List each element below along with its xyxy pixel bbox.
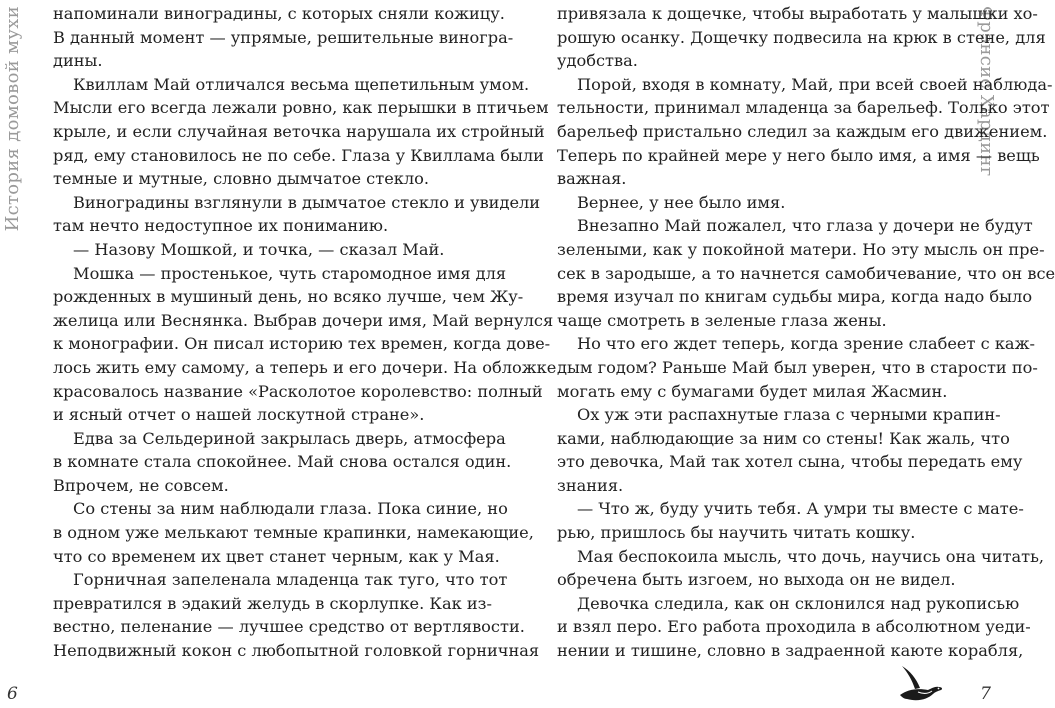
text-line: — Назову Мошкой, и точка, — сказал Май.	[73, 239, 445, 259]
text-line: Виноградины взглянули в дымчатое стекло и увидели	[73, 192, 541, 212]
text-line: привязала к дощечке, чтобы выработать у малышки хо-	[557, 4, 1038, 23]
page-number: 6	[7, 684, 18, 704]
text-line: Едва за Сельдериной закрылась дверь, атмосфера	[73, 428, 506, 448]
text-line: темные и мутные, словно дымчатое стекло.	[53, 169, 430, 189]
flying-goose-icon	[898, 664, 944, 704]
text-line: могать ему с бумагами будет милая Жасмин.	[557, 381, 948, 401]
text-line: важная.	[557, 169, 627, 189]
text-line: превратился в эдакий желудь в скорлупке. Как из-	[53, 593, 492, 613]
text-line: нении и тишине, словно в задраенной каюте корабля,	[557, 641, 1024, 661]
text-line: это девочка, Май так хотел сына, чтобы передать ему	[557, 452, 1023, 472]
text-line: Теперь по крайней мере у него было имя, а имя — вещь	[557, 145, 1040, 165]
text-line: Мая беспокоила мысль, что дочь, научись она читать,	[577, 546, 1045, 566]
text-line: рошую осанку. Дощечку подвесила на крюк в стене, для	[557, 27, 1046, 47]
text-line: что со временем их цвет станет черным, как у Мая.	[53, 546, 500, 566]
text-line: Горничная запеленала младенца так туго, что тот	[73, 570, 508, 590]
text-line: крыле, и если случайная веточка нарушала их стройный	[53, 121, 545, 141]
text-line: и ясный отчет о нашей лоскутной стране».	[53, 405, 425, 425]
text-line: в комнате стала спокойнее. Май снова остался один.	[53, 452, 512, 472]
text-line: обречена быть изгоем, но выхода он не видел.	[557, 570, 956, 590]
left-page-text	[53, 2, 557, 663]
text-line: в одном уже мелькают темные крапинки, намекающие,	[53, 523, 534, 543]
text-line: чаще смотреть в зеленые глаза жены.	[557, 310, 887, 330]
text-line: В данный момент — упрямые, решительные виногра-	[53, 27, 514, 47]
text-line: к монографии. Он писал историю тех времен, когда дове-	[53, 334, 551, 354]
text-line: зелеными, как у покойной матери. Но эту мысль он пре-	[557, 239, 1045, 259]
text-line: рожденных в мушиный день, но всяко лучше, чем Жу-	[53, 287, 524, 307]
text-line: Квиллам Май отличался весьма щепетильным умом.	[73, 74, 530, 94]
text-line: дины.	[53, 51, 103, 71]
text-line: Внезапно Май пожалел, что глаза у дочери не будут	[577, 216, 1033, 236]
text-line: рью, пришлось бы научить читать кошку.	[557, 523, 916, 543]
running-head-author: Фрэнсис Хардинг	[976, 6, 997, 177]
text-line: напоминали виноградины, с которых сняли кожицу.	[53, 4, 505, 23]
text-line: тельности, принимал младенца за барельеф. Только этот	[557, 98, 1050, 118]
text-line: Порой, входя в комнату, Май, при всей своей наблюда-	[577, 74, 1053, 94]
text-line: знания.	[557, 475, 624, 495]
text-line: желица или Веснянка. Выбрав дочери имя, Май вернулся	[53, 310, 554, 330]
text-line: Ох уж эти распахнутые глаза с черными крапин-	[577, 405, 1001, 425]
text-line: Мысли его всегда лежали ровно, как перышки в птичьем	[53, 98, 549, 118]
text-line: вестно, пеленание — лучшее средство от вертлявости.	[53, 617, 525, 637]
text-line: Неподвижный кокон с любопытной головкой горничная	[53, 641, 540, 661]
text-line: Мошка — простенькое, чуть старомодное имя для	[73, 263, 507, 283]
text-line: Но что его ждет теперь, когда зрение слабеет с каж-	[577, 334, 1035, 354]
running-head-book-title: История домовой мухи	[2, 6, 23, 232]
text-line: сек в зародыше, а то начнется самобичевание, что он все	[557, 263, 1055, 283]
text-line: там нечто недоступное их пониманию.	[53, 216, 389, 236]
text-line: дым годом? Раньше Май был уверен, что в старости по-	[557, 357, 1038, 377]
text-line: Вернее, у нее было имя.	[577, 192, 786, 212]
right-page	[500, 0, 1055, 708]
text-line: Девочка следила, как он склонился над рукописью	[577, 593, 1020, 613]
text-line: ками, наблюдающие за ним со стены! Как жаль, что	[557, 428, 1010, 448]
text-line: удобства.	[557, 51, 638, 71]
text-line: Впрочем, не совсем.	[53, 475, 229, 495]
text-line: лось жить ему самому, а теперь и его дочери. На обложке	[53, 357, 557, 377]
text-line: ряд, ему становилось не по себе. Глаза у Квиллама были	[53, 145, 544, 165]
text-line: время изучал по книгам судьбы мира, когда надо было	[557, 287, 1033, 307]
text-line: и взял перо. Его работа проходила в абсолютном уеди-	[557, 617, 1031, 637]
page-number: 7	[980, 684, 991, 704]
text-line: барельеф пристально следил за каждым его движением.	[557, 121, 1048, 141]
text-line: Со стены за ним наблюдали глаза. Пока синие, но	[73, 499, 508, 519]
text-line: красовалось название «Расколотое королевство: полный	[53, 381, 543, 401]
text-line: — Что ж, буду учить тебя. А умри ты вместе с мате-	[577, 499, 1024, 519]
